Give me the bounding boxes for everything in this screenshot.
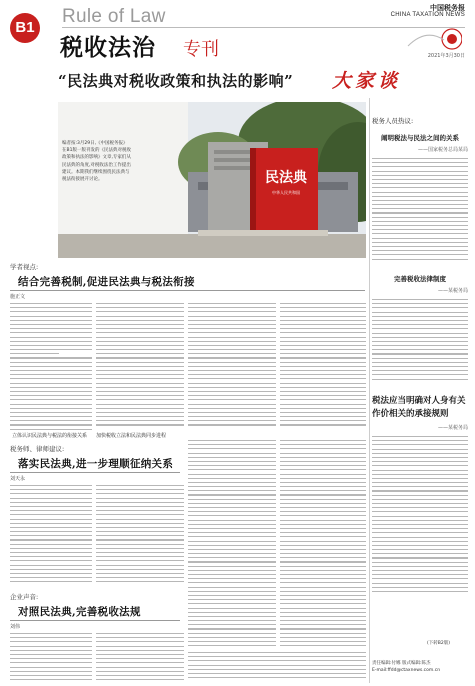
article-1-subhead-2: 加快税收立法和民法典同步进程 [96, 433, 167, 439]
article-3-byline: 刘伟 [10, 624, 21, 630]
section-subtitle: 专刊 [183, 39, 219, 60]
article-3-col-1 [10, 633, 92, 683]
section-title: 税收法治 [60, 34, 156, 61]
continued-note: (下转B2版) [427, 641, 450, 646]
right-item-3-body [372, 436, 468, 601]
article-1-kicker: 学者视点: [10, 263, 39, 271]
right-item-1-title: 阐明税法与民法之间的关系 [381, 134, 459, 142]
paper-name: 中国税务报 [430, 4, 465, 12]
right-item-3-source: ——某税务局 [437, 425, 468, 431]
article-2-col-2 [96, 485, 184, 585]
article-2-byline: 刘天永 [10, 476, 26, 482]
column-divider [369, 98, 370, 683]
email-line: E-mail:ffdd@ctaxnews.com.cn [372, 668, 441, 673]
article-3-col-2 [96, 633, 184, 683]
headline: “民法典对税收政策和执法的影响” [58, 72, 294, 90]
right-item-1-source: ——国家税务总局某局 [417, 147, 468, 153]
article-1-col-3 [188, 303, 276, 431]
article-2-kicker: 税务师、律师建议: [10, 445, 65, 453]
page-number-badge: B1 [10, 13, 40, 43]
article-2-col-4 [280, 440, 366, 650]
right-item-2-body [372, 299, 468, 387]
right-item-2-title: 完善税收法律制度 [394, 275, 446, 283]
article-3-kicker: 企业声音: [10, 593, 39, 601]
article-3-col-3 [188, 652, 366, 682]
article-2-col-3 [188, 440, 276, 650]
sign-text: 民法典 [265, 170, 307, 186]
paper-name-en: CHINA TAXATION NEWS [390, 12, 465, 18]
right-item-3-title: 税法应当明确对人身有关作价相关的承接规则 [372, 396, 466, 419]
headline-tag: 大家谈 [332, 70, 402, 92]
article-2-divider [10, 472, 180, 473]
issue-date: 2021年3月30日 [427, 53, 465, 59]
editor-line: 责任编辑:付娜 版式编辑:陈杰 [372, 661, 431, 666]
right-item-2-source: ——某税务局 [437, 288, 468, 294]
emblem-icon [406, 26, 462, 52]
right-column [372, 98, 468, 601]
right-column-label: 税务人员热议: [372, 117, 414, 125]
article-1-subhead-1: 立体认识民法典与税法的衔接关系 [12, 433, 88, 439]
article-2-title: 落实民法典,进一步理顺征纳关系 [18, 458, 174, 470]
article-3-divider [10, 620, 180, 621]
article-3-title: 对照民法典,完善税收法规 [18, 606, 141, 618]
article-1-byline: 施正文 [10, 294, 26, 300]
editor-contacts [372, 660, 468, 674]
rule-of-law-label: Rule of Law [62, 6, 166, 27]
sign-subtext: 中华人民共和国 [272, 190, 300, 195]
header-divider [62, 27, 465, 28]
article-1-col-2 [96, 303, 184, 431]
article-1-title: 结合完善税制,促进民法典与税法衔接 [18, 276, 195, 288]
photo-caption: 编者按:3月29日,《中国税务报》在B1版一版刊发的《民法典对税收政策和执法的影响》文章,专家们从民法典的角度,对税收法治工作提出建议。本期我们继续围绕民法典与税法衔接展开讨论。 [62, 141, 131, 183]
article-2-col-1 [10, 485, 92, 585]
article-1-col-4 [280, 303, 366, 431]
article-1-divider [10, 290, 365, 291]
article-1-col-1 [10, 303, 92, 431]
right-item-1-body [372, 158, 468, 266]
